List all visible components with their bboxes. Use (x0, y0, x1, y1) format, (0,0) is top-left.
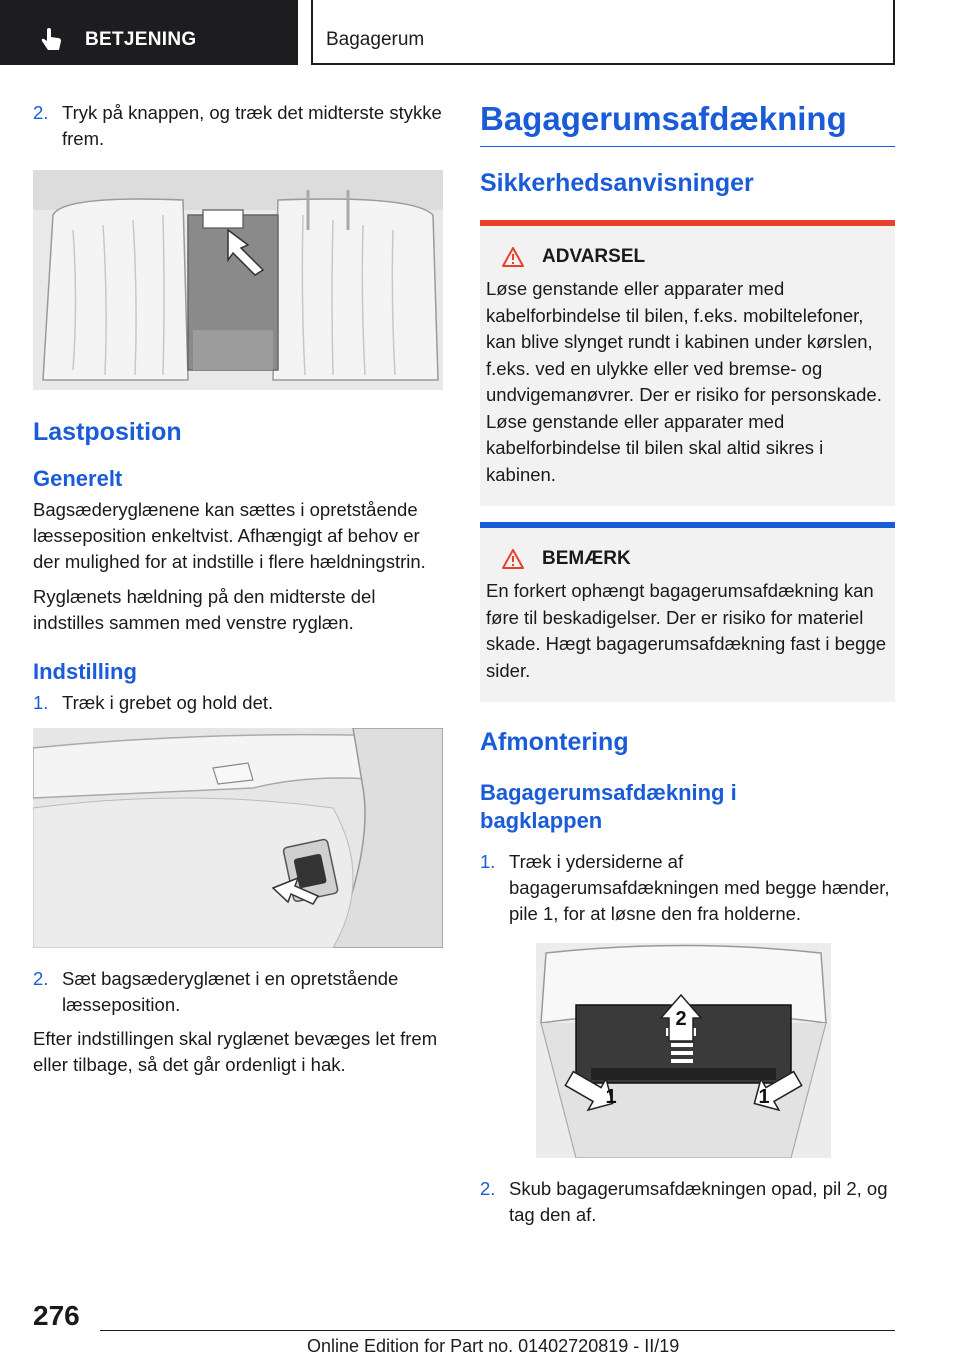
arrow-label-2: 2 (675, 1008, 687, 1030)
bagagerumsafdaekning-heading: Bagagerumsafdækning (480, 100, 895, 147)
chapter-tab (0, 0, 298, 65)
step-item: 1. Træk i grebet og hold det. (33, 692, 274, 713)
footer-divider (100, 1330, 895, 1331)
step-item: 2. Sæt bagsæderyglænet i en opretstående læsseposition. (33, 968, 399, 1015)
section-label: Bagagerum (326, 29, 425, 50)
safety-heading: Sikkerhedsanvisninger (480, 169, 754, 197)
step-text: Sæt bagsæderyglænet i en opretstående læsseposition. (62, 968, 399, 1015)
warning-box (480, 220, 895, 506)
page-number: 276 (33, 1300, 80, 1331)
right-column (480, 100, 895, 1236)
warning-title (486, 246, 887, 268)
arrow-label-1-left: 1 (605, 1086, 617, 1108)
warning-text: Løse genstande eller apparater med kabelforbindelse til bilen, f.eks. mobiltelefoner, kan blive slynget rundt i kabinen under kørslen, f.eks. ved en ulykke eller ved bremse- og undvigemanøvrer. Der er risiko for personskade. Løse genstande eller apparater med kabelforbindelse til bilen skal altid sikres i kabinen. (486, 278, 882, 485)
note-text: En forkert ophængt bagagerumsafdækning kan føre til beskadigelser. Der er risiko for materiel skade. Hægt bagagerumsafdækning fast i begge sider. (486, 580, 887, 681)
step-text: Tryk på knappen, og træk det midterste stykke frem. (62, 102, 442, 149)
trunk-cover-image (536, 943, 831, 1158)
rear-seat-illustration (33, 170, 443, 390)
step-item: 1. Træk i ydersiderne af bagagerumsafdækningen med begge hænder, pile 1, for at løsne den fra holderne. (480, 851, 890, 924)
paragraph: Efter indstillingen skal ryglænet bevæges let frem eller tilbage, så det går ordenligt i hak. (33, 1028, 438, 1075)
trunk-cover-illustration (536, 943, 831, 1158)
step-text: Skub bagagerumsafdækningen opad, pil 2, og tag den af. (509, 1178, 888, 1225)
seat-lever-image (33, 728, 443, 948)
step-text: Træk i grebet og hold det. (62, 692, 274, 713)
rear-seat-image (33, 170, 443, 390)
note-box (480, 522, 895, 702)
paragraph: Bagsæderyglænene kan sættes i opretstående læsseposition enkeltvist. Afhængigt af behov er der mulighed for at indstille i flere hældningstrin. (33, 499, 426, 572)
indstilling-heading: Indstilling (33, 659, 137, 684)
generelt-heading: Generelt (33, 466, 123, 491)
afmontering-subheading: Bagagerumsafdækning i bagklappen (480, 780, 737, 833)
note-title (486, 548, 887, 570)
edition-text: Online Edition for Part no. 01402720819 - II/19 (307, 1336, 680, 1356)
note-label: BEMÆRK (542, 548, 631, 569)
hand-pointer-icon (38, 26, 66, 54)
warning-label: ADVARSEL (542, 246, 646, 267)
step-item: 2. Tryk på knappen, og træk det midterste stykke frem. (33, 102, 442, 149)
step-item: 2. Skub bagagerumsafdækningen opad, pil 2, og tag den af. (480, 1178, 888, 1225)
left-column (33, 100, 443, 1087)
chapter-label: BETJENING (85, 29, 197, 50)
step-text: Træk i ydersiderne af bagagerumsafdækningen med begge hænder, pile 1, for at løsne den fra holderne. (509, 851, 890, 924)
caution-triangle-icon (502, 549, 524, 569)
paragraph: Ryglænets hældning på den midterste del indstilles sammen med venstre ryglæn. (33, 586, 376, 633)
lastposition-heading: Lastposition (33, 418, 182, 446)
section-tab (311, 0, 895, 65)
afmontering-heading: Afmontering (480, 728, 629, 756)
arrow-label-1-right: 1 (758, 1086, 770, 1108)
seat-lever-illustration (33, 728, 443, 948)
warning-triangle-icon (502, 247, 524, 267)
